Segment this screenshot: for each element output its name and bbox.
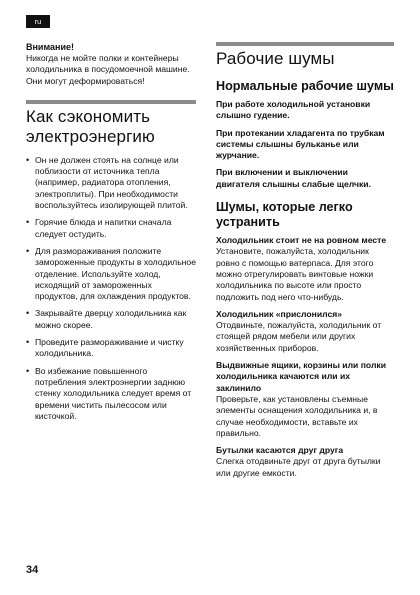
- noise-case: [216, 235, 394, 303]
- noise-case: [216, 445, 394, 479]
- noise-case-title: Холодильник стоит не на ровном месте: [216, 235, 387, 246]
- energy-saving-list: [26, 155, 196, 422]
- list-item: • Горячие блюда и напитки сначала следует остудить.: [26, 217, 196, 240]
- list-item: • Он не должен стоять на солнце или поблизости от источника тепла (например, радиатора отопления, электроплиты). При необходимости воспользуйтесь изолирующей плитой.: [26, 155, 196, 211]
- noise-case-title: Холодильник «прислонился»: [216, 308, 343, 319]
- list-item: • Закрывайте дверцу холодильника как можно скорее.: [26, 308, 196, 331]
- energy-saving-heading: Как сэкономить электроэнергию: [26, 106, 155, 146]
- noise-case: [216, 360, 394, 439]
- fixable-noises-heading: Шумы, которые легко устранить: [216, 200, 353, 230]
- list-item: • Проведите размораживание и чистку холодильника.: [26, 337, 196, 360]
- page-number: 34: [26, 564, 39, 576]
- noise-case-text: Отодвиньте, пожалуйста, холодильник от стоящей рядом мебели или других хозяйственных приборов.: [216, 320, 382, 353]
- noise-case-text: Слегка отодвиньте друг от друга бутылки или другие емкости.: [216, 456, 381, 478]
- noise-case-text: Установите, пожалуйста, холодильник ровно с помощью ватерпаса. Для этого можно отрегулировать винтовые ножки холодильника по высоте или просто подложить под него что-нибудь.: [216, 246, 374, 302]
- warning-title: Внимание!: [26, 42, 74, 52]
- normal-noise-item: При протекании хладагента по трубкам системы слышны бульканье или журчание.: [216, 127, 385, 161]
- warning-text: Никогда не мойте полки и контейнеры холодильника в посудомоечной машине. Они могут деформироваться!: [26, 53, 190, 86]
- section-divider: [26, 100, 196, 104]
- normal-noise-item: При включении и выключении двигателя слышны слабые щелчки.: [216, 167, 371, 189]
- section-divider: [216, 42, 394, 46]
- language-tag: ru: [26, 15, 50, 28]
- list-item: • Для размораживания положите замороженные продукты в холодильное отделение. Используйте холод, исходящий от замороженных продуктов, для охлаждения продуктов.: [26, 246, 196, 302]
- right-column: [216, 42, 394, 485]
- operating-noises-heading: Рабочие шумы: [216, 49, 335, 68]
- list-item: • Во избежание повышенного потребления электроэнергии заднюю стенку холодильника следует время от времени чистить пылесосом или кисточкой.: [26, 366, 196, 422]
- normal-noise-item: При работе холодильной установки слышно гудение.: [216, 99, 371, 121]
- normal-noises-heading: Нормальные рабочие шумы: [216, 79, 394, 93]
- warning-box: [26, 42, 196, 87]
- noise-case-title: Выдвижные ящики, корзины или полки холодильника качаются или их заклинило: [216, 360, 386, 393]
- noise-case-text: Проверьте, как установлены съемные элементы оснащения холодильника и, в случае необходимости, вставьте их правильно.: [216, 393, 378, 438]
- noise-case: [216, 309, 394, 354]
- noise-case-title: Бутылки касаются друг друга: [216, 445, 344, 456]
- left-column: [26, 42, 196, 428]
